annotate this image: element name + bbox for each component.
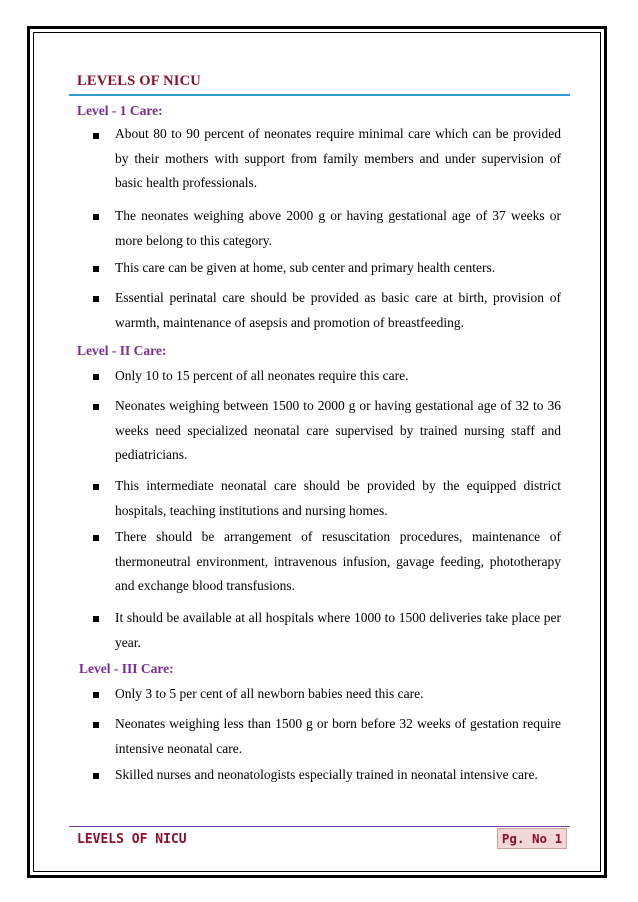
list-item: This care can be given at home, sub center and primary health centers. xyxy=(115,260,496,275)
list-item: It should be available at all hospitals where 1000 to 1500 deliveries take place per year. xyxy=(115,610,561,650)
list-item: Essential perinatal care should be provided as basic care at birth, provision of warmth, maintenance of asepsis and promotion of breastfeeding. xyxy=(115,290,561,330)
list-item: Neonates weighing between 1500 to 2000 g or having gestational age of 32 to 36 weeks need specialized neonatal care supervised by trained nursing staff and pediatricians. xyxy=(115,398,561,462)
list-item: There should be arrangement of resuscitation procedures, maintenance of thermoneutral environment, intravenous infusion, gavage feeding, phototherapy and exchange blood transfusions. xyxy=(115,529,561,593)
footer-title: LEVELS OF NICU xyxy=(77,832,187,847)
section-heading-level-3: Level - III Care: xyxy=(79,661,174,676)
list-item: About 80 to 90 percent of neonates require minimal care which can be provided by their mothers with support from family members and under supervision of basic health professionals. xyxy=(115,126,561,190)
footer-rule xyxy=(69,826,570,827)
list-item: Only 3 to 5 per cent of all newborn babies need this care. xyxy=(115,686,424,701)
list-item: The neonates weighing above 2000 g or having gestational age of 37 weeks or more belong to this category. xyxy=(115,208,561,248)
title-underline xyxy=(69,94,570,96)
section-heading-level-2: Level - II Care: xyxy=(77,343,167,358)
list-item: Neonates weighing less than 1500 g or born before 32 weeks of gestation require intensive neonatal care. xyxy=(115,716,561,756)
page-title: LEVELS OF NICU xyxy=(77,73,201,89)
list-item: Skilled nurses and neonatologists especially trained in neonatal intensive care. xyxy=(115,767,538,782)
page-number-badge: Pg. No 1 xyxy=(497,828,567,849)
list-item: This intermediate neonatal care should be provided by the equipped district hospitals, teaching institutions and nursing homes. xyxy=(115,478,561,518)
section-heading-level-1: Level - 1 Care: xyxy=(77,103,163,118)
list-item: Only 10 to 15 percent of all neonates require this care. xyxy=(115,368,409,383)
